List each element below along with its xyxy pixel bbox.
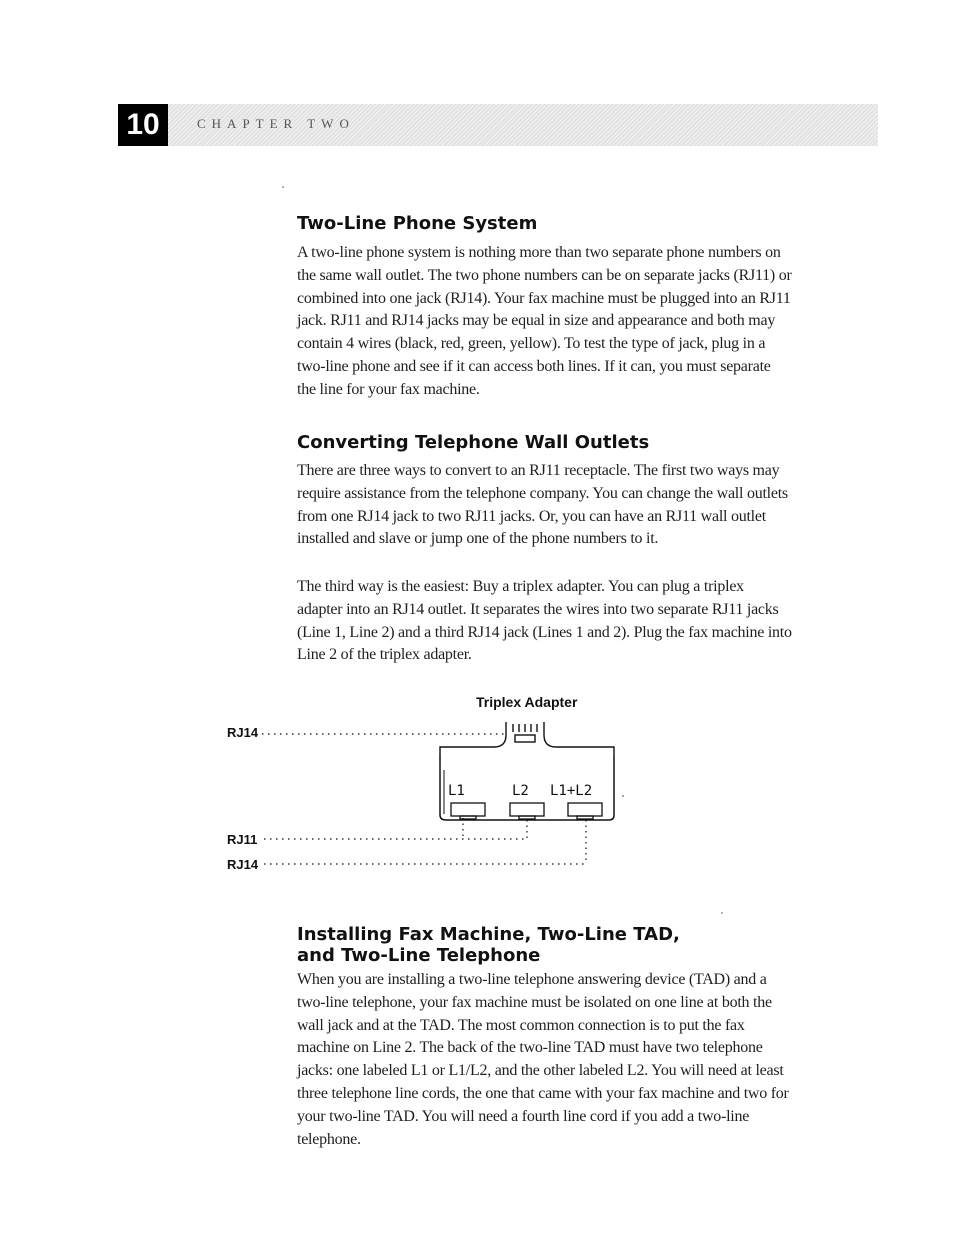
jack-socket-l1l2 bbox=[568, 803, 602, 819]
figure-title: Triplex Adapter bbox=[476, 694, 578, 710]
label-rj14-bottom: RJ14 bbox=[227, 857, 259, 872]
page-number: 10 bbox=[118, 104, 168, 146]
jack-socket-l2 bbox=[510, 803, 544, 819]
rj14-plug bbox=[440, 722, 614, 755]
jack-label-l1: L1 bbox=[448, 783, 465, 799]
section-heading-converting-outlets: Converting Telephone Wall Outlets bbox=[297, 432, 650, 453]
jack-label-l2: L2 bbox=[512, 783, 529, 799]
section-body-converting-outlets-2: The third way is the easiest: Buy a triplex adapter. You can plug a triplex adapter into an RJ14 outlet. It separates the wires into two separate RJ11 jacks (Line 1, Line 2) and a third RJ14 jack (Lines 1 and 2). Plug the fax machine into Line 2 of the triplex adapter. bbox=[297, 578, 792, 664]
label-rj14-top: RJ14 bbox=[227, 725, 259, 740]
jack-label-l1l2: L1+L2 bbox=[550, 783, 593, 799]
section-body-converting-outlets-1: There are three ways to convert to an RJ11 receptacle. The first two ways may require assistance from the telephone company. You can change the wall outlets from one RJ14 jack to two RJ11 jacks. Or, you can have an RJ11 wall outlet installed and slave or jump one of the phone numbers to it. bbox=[297, 462, 788, 548]
section-heading-installing bbox=[297, 924, 792, 966]
section-heading-installing-line1: Installing Fax Machine, Two-Line TAD, bbox=[297, 924, 680, 945]
chapter-label: CHAPTER TWO bbox=[197, 116, 355, 131]
label-rj11: RJ11 bbox=[227, 832, 258, 847]
section-body-installing: When you are installing a two-line telephone answering device (TAD) and a two-line telephone, your fax machine must be isolated on one line at both the wall jack and at the TAD. The most common connection is to put the fax machine on Line 2. The back of the two-line TAD must have two telephone jacks: one labeled L1 or L1/L2, and the other labeled L2. You will need at least three telephone line cords, the one that came with your fax machine and two for your two-line TAD. You will need a fourth line cord if you add a two-line telephone. bbox=[297, 971, 789, 1148]
section-heading-two-line-phone-system: Two-Line Phone System bbox=[297, 213, 538, 234]
jack-socket-l1 bbox=[451, 803, 485, 819]
section-body-two-line-phone-system: A two-line phone system is nothing more than two separate phone numbers on the same wall outlet. The two phone numbers can be on separate jacks (RJ11) or combined into one jack (RJ14). Your fax machine must be plugged into an RJ11 jack. RJ11 and RJ14 jacks may be equal in size and appearance and both may contain 4 wires (black, red, green, yellow). To test the type of jack, plug in a two-line phone and see if it can access both lines. If it can, you must separate the line for your fax machine. bbox=[297, 244, 792, 398]
section-heading-installing-line2: and Two-Line Telephone bbox=[297, 945, 541, 966]
scan-speck bbox=[622, 795, 624, 797]
